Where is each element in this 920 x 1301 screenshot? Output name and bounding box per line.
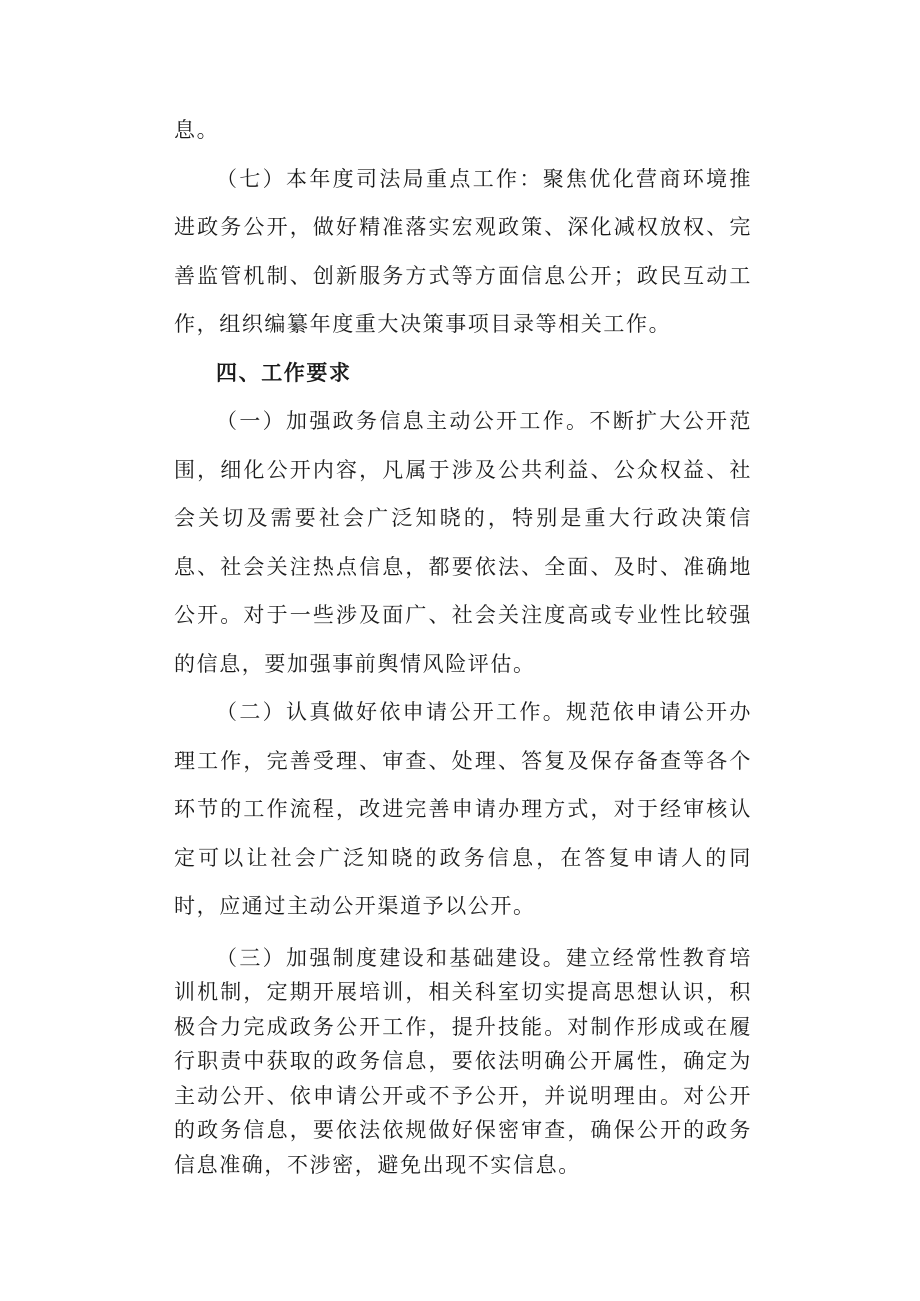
document-page <box>174 106 752 1182</box>
paragraph-requirement-3: （三）加强制度建设和基础建设。建立经常性教育培训机制，定期开展培训，相关科室切实提高思想认识，积极合力完成政务公开工作，提升技能。对制作形成或在履行职责中获取的政务信息，要依法明确公开属性，确定为主动公开、依申请公开或不予公开，并说明理由。对公开的政务信息，要依法依规做好保密审查，确保公开的政务信息准确，不涉密，避免出现不实信息。 <box>174 945 752 1177</box>
paragraph-item-7: （七）本年度司法局重点工作：聚焦优化营商环境推进政务公开，做好精准落实宏观政策、深化减权放权、完善监管机制、创新服务方式等方面信息公开；政民互动工作，组织编纂年度重大决策事项目录等相关工作。 <box>174 166 752 336</box>
section-heading-work-requirements: 四、工作要求 <box>216 359 352 385</box>
paragraph-requirement-2: （二）认真做好依申请公开工作。规范依申请公开办理工作，完善受理、审查、处理、答复及保存备查等各个环节的工作流程，改进完善申请办理方式，对于经审核认定可以让社会广泛知晓的政务信息，在答复申请人的同时，应通过主动公开渠道予以公开。 <box>174 700 752 918</box>
paragraph-continuation: 息。 <box>174 118 220 142</box>
paragraph-requirement-1: （一）加强政务信息主动公开工作。不断扩大公开范围，细化公开内容，凡属于涉及公共利益、公众权益、社会关切及需要社会广泛知晓的，特别是重大行政决策信息、社会关注热点信息，都要依法、全面、及时、准确地公开。对于一些涉及面广、社会关注度高或专业性比较强的信息，要加强事前舆情风险评估。 <box>174 409 752 676</box>
